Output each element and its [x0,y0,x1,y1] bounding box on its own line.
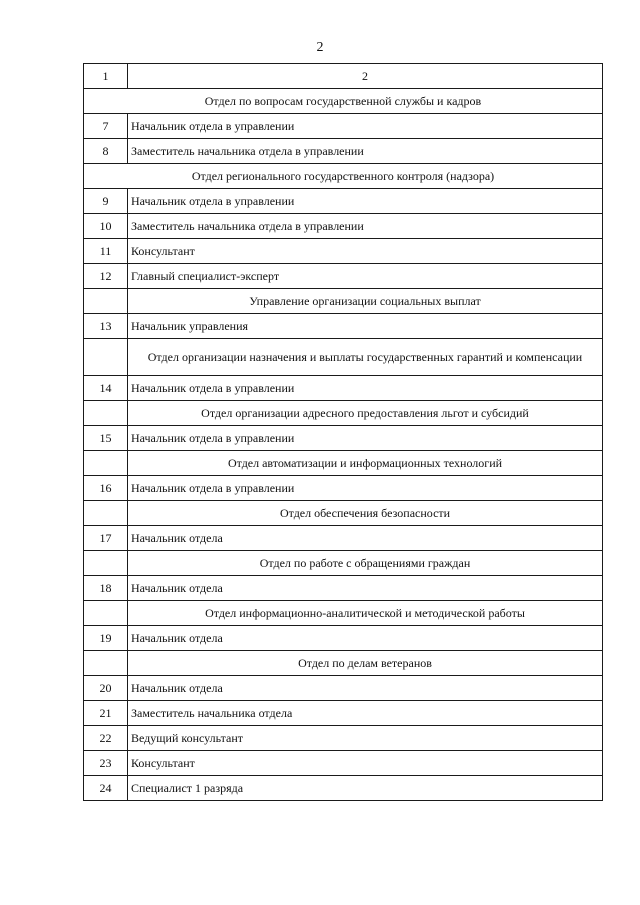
row-number: 8 [84,139,128,164]
section-row [84,601,603,626]
section-title: Отдел информационно-аналитической и методической работы [128,601,603,626]
row-number: 23 [84,751,128,776]
table-header-row [84,64,603,89]
position-title: Заместитель начальника отдела в управлении [128,214,603,239]
section-title: Отдел автоматизации и информационных технологий [128,451,603,476]
table-row [84,239,603,264]
positions-table-body [84,64,603,801]
position-title: Начальник управления [128,314,603,339]
row-number: 22 [84,726,128,751]
row-number: 13 [84,314,128,339]
row-number: 21 [84,701,128,726]
section-title: Отдел регионального государственного контроля (надзора) [84,164,603,189]
section-title: Отдел по делам ветеранов [128,651,603,676]
position-title: Заместитель начальника отдела в управлении [128,139,603,164]
position-title: Начальник отдела в управлении [128,426,603,451]
row-number: 20 [84,676,128,701]
row-number: 11 [84,239,128,264]
table-row [84,476,603,501]
empty-number-cell [84,289,128,314]
page-number: 2 [316,40,324,55]
position-title: Начальник отдела в управлении [128,476,603,501]
table-row [84,701,603,726]
table-row [84,751,603,776]
section-row [84,451,603,476]
table-row [84,726,603,751]
table-row [84,189,603,214]
empty-number-cell [84,339,128,376]
table-row [84,114,603,139]
row-number: 17 [84,526,128,551]
row-number: 19 [84,626,128,651]
table-row [84,139,603,164]
row-number: 15 [84,426,128,451]
section-row [84,289,603,314]
table-row [84,676,603,701]
header-col-2: 2 [128,64,603,89]
position-title: Заместитель начальника отдела [128,701,603,726]
row-number: 7 [84,114,128,139]
table-row [84,576,603,601]
header-col-1: 1 [84,64,128,89]
section-row [84,401,603,426]
section-title: Отдел организации адресного предоставления льгот и субсидий [128,401,603,426]
row-number: 12 [84,264,128,289]
empty-number-cell [84,401,128,426]
section-title: Управление организации социальных выплат [128,289,603,314]
empty-number-cell [84,601,128,626]
positions-table [83,63,603,801]
position-title: Консультант [128,239,603,264]
position-title: Начальник отдела [128,676,603,701]
table-row [84,526,603,551]
section-title: Отдел по работе с обращениями граждан [128,551,603,576]
row-number: 24 [84,776,128,801]
empty-number-cell [84,501,128,526]
table-row [84,214,603,239]
row-number: 18 [84,576,128,601]
position-title: Начальник отдела в управлении [128,189,603,214]
position-title: Консультант [128,751,603,776]
section-title: Отдел организации назначения и выплаты государственных гарантий и компенсации [128,339,603,376]
row-number: 16 [84,476,128,501]
section-title: Отдел по вопросам государственной службы и кадров [84,89,603,114]
row-number: 14 [84,376,128,401]
position-title: Начальник отдела [128,576,603,601]
section-row [84,501,603,526]
section-row [84,89,603,114]
row-number: 10 [84,214,128,239]
table-row [84,426,603,451]
table-row [84,376,603,401]
section-title: Отдел обеспечения безопасности [128,501,603,526]
row-number: 9 [84,189,128,214]
empty-number-cell [84,651,128,676]
section-row [84,651,603,676]
empty-number-cell [84,551,128,576]
table-row [84,776,603,801]
position-title: Начальник отдела в управлении [128,376,603,401]
position-title: Главный специалист-эксперт [128,264,603,289]
position-title: Начальник отдела [128,626,603,651]
position-title: Ведущий консультант [128,726,603,751]
position-title: Специалист 1 разряда [128,776,603,801]
table-row [84,314,603,339]
table-row [84,626,603,651]
empty-number-cell [84,451,128,476]
section-row [84,551,603,576]
position-title: Начальник отдела [128,526,603,551]
section-row [84,164,603,189]
section-row [84,339,603,376]
table-row [84,264,603,289]
position-title: Начальник отдела в управлении [128,114,603,139]
